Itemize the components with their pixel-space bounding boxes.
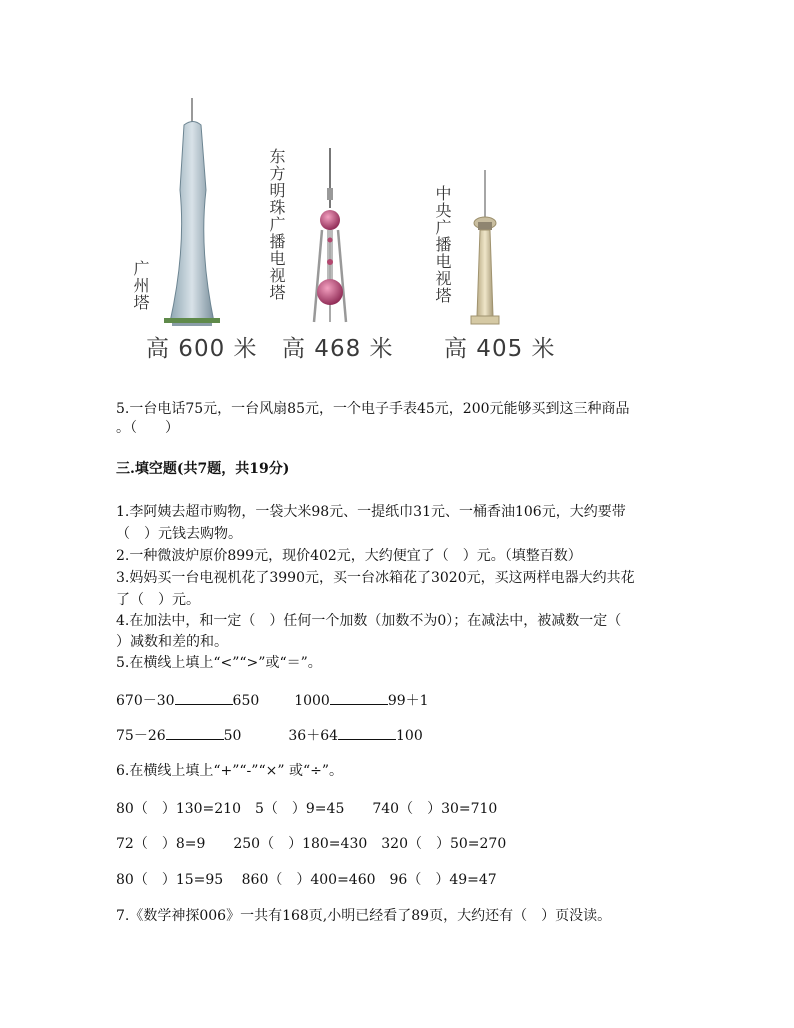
fill-q4-line1: 4.在加法中，和一定（ ）任何一个加数（加数不为0）；在减法中，被减数一定（ <box>116 613 622 629</box>
answer-blank-2b[interactable] <box>338 727 396 740</box>
compare-2b-left: 36＋64 <box>288 728 339 744</box>
tower-label-canton: 广州塔 <box>131 260 150 311</box>
fill-q6-row2: 72（ ）8=9 250（ ）180=430 320（ ）50=270 <box>116 836 507 852</box>
fill-q5-title: 5.在横线上填上“<”“>”或“＝”。 <box>116 655 322 671</box>
canton-tower <box>164 98 220 326</box>
compare-2b-right: 100 <box>396 728 423 744</box>
compare-1b-left: 1000 <box>294 693 330 709</box>
answer-blank-1a[interactable] <box>175 692 233 705</box>
compare-2a-left: 75－26 <box>116 728 166 744</box>
compare-1a-left: 670－30 <box>116 693 175 709</box>
towers-illustration <box>100 90 560 365</box>
tower-height-oriental-pearl: 高 468 米 <box>282 336 394 362</box>
tower-height-cctv: 高 405 米 <box>444 336 556 362</box>
tower-label-oriental-pearl: 东方明珠广播电视塔 <box>267 148 286 301</box>
fill-q1-line2: （ ）元钱去购物。 <box>116 526 242 542</box>
fill-q6-row1: 80（ ）130=210 5（ ）9=45 740（ ）30=710 <box>116 801 498 817</box>
q5-text-line2: 。（ ） <box>116 420 179 436</box>
oriental-pearl-tower <box>314 148 346 322</box>
compare-2a-right: 50 <box>223 728 242 744</box>
fill-q3-line2: 了（ ）元。 <box>116 592 200 608</box>
fill-q6-row3: 80（ ）15=95 860（ ）400=460 96（ ）49=47 <box>116 872 497 888</box>
cctv-tower <box>471 170 499 324</box>
tower-label-cctv: 中央广播电视塔 <box>433 185 452 304</box>
fill-q6-title: 6.在横线上填上“+”“-”“×” 或“÷”。 <box>116 763 343 779</box>
compare-1a-right: 650 <box>232 693 260 709</box>
answer-blank-1b[interactable] <box>330 692 388 705</box>
compare-1b-right: 99＋1 <box>387 693 429 709</box>
q5-text-line1: 5.一台电话75元，一台风扇85元，一个电子手表45元，200元能够买到这三种商品 <box>116 401 630 417</box>
fill-q1-line1: 1.李阿姨去超市购物，一袋大米98元、一提纸巾31元、一桶香油106元，大约要带 <box>116 504 626 520</box>
fill-q7: 7.《数学神探006》一共有168页,小明已经看了89页，大约还有（ ）页没读。 <box>116 908 612 924</box>
fill-q2: 2.一种微波炉原价899元，现价402元，大约便宜了（ ）元。（填整百数） <box>116 548 582 564</box>
section-heading: 三.填空题(共7题，共19分) <box>116 461 290 477</box>
fill-q4-line2: ）减数和差的和。 <box>116 634 228 650</box>
answer-blank-2a[interactable] <box>166 727 224 740</box>
tower-figure <box>100 90 560 365</box>
fill-q5-row1 <box>116 690 429 710</box>
tower-height-canton: 高 600 米 <box>146 336 258 362</box>
fill-q3-line1: 3.妈妈买一台电视机花了3990元，买一台冰箱花了3020元，买这两样电器大约共花 <box>116 570 635 586</box>
fill-q5-row2 <box>116 725 423 745</box>
